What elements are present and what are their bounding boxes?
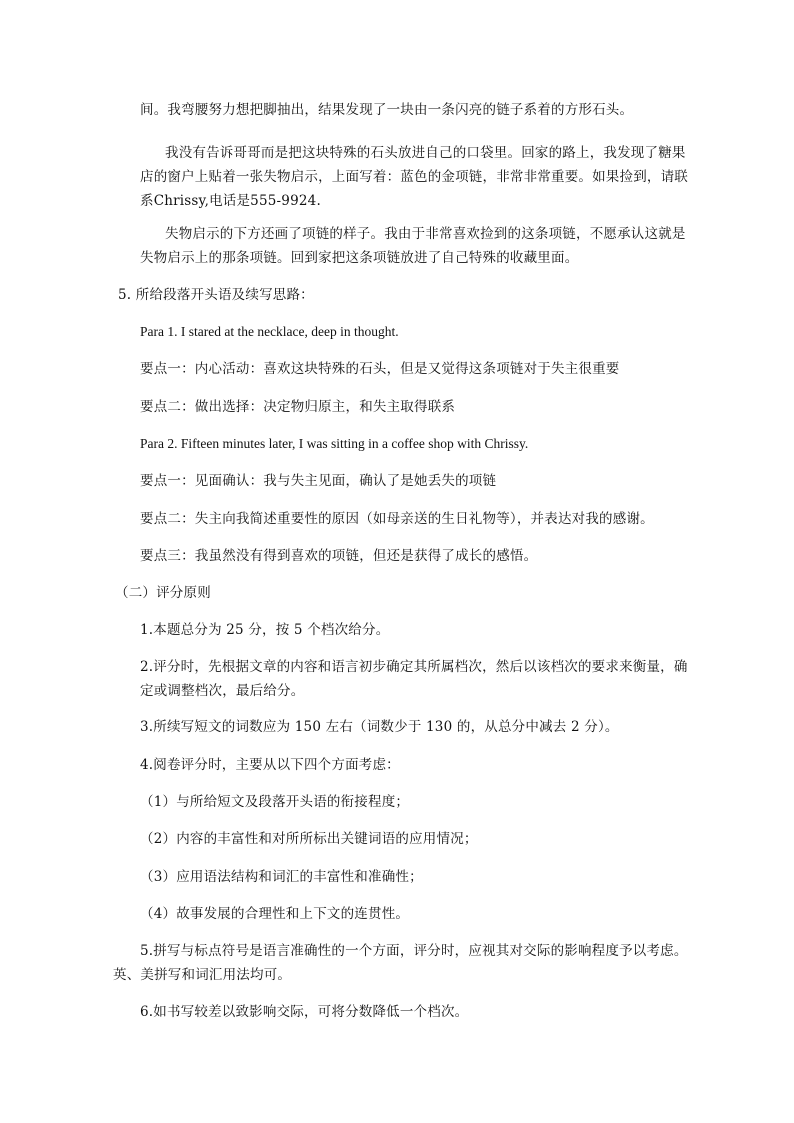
grading-item-4-sub-2: （2）内容的丰富性和对所所标出关键词语的应用情况；: [140, 831, 478, 847]
story-paragraph-2-line-1: 我没有告诉哥哥而是把这块特殊的石头放进自己的口袋里。回家的路上，我发现了糖果: [165, 145, 686, 161]
story-paragraph-2-line-3: 系Chrissy,电话是555-9924.: [140, 193, 321, 209]
para-2-opening: Para 2. Fifteen minutes later, I was sitting in a coffee shop with Chrissy.: [140, 436, 529, 451]
grading-item-5-line-2: 英、美拼写和词汇用法均可。: [113, 967, 292, 983]
grading-item-3: 3.所续写短文的词数应为 150 左右（词数少于 130 的，从总分中减去 2 分）。: [140, 719, 619, 735]
para-2-point-1: 要点一：见面确认：我与失主见面，确认了是她丢失的项链: [140, 473, 497, 489]
grading-item-4-sub-1: （1）与所给短文及段落开头语的衔接程度；: [140, 794, 410, 810]
grading-item-5-line-1: 5.拼写与标点符号是语言准确性的一个方面，评分时，应视其对交际的影响程度予以考虑。: [140, 943, 688, 959]
story-paragraph-2-line-2: 店的窗户上贴着一张失物启示，上面写着：蓝色的金项链，非常非常重要。如果捡到，请联: [140, 169, 688, 185]
grading-item-4-sub-4: （4）故事发展的合理性和上下文的连贯性。: [140, 906, 410, 922]
grading-item-4-sub-3: （3）应用语法结构和词汇的丰富性和准确性；: [140, 869, 423, 885]
story-paragraph-3-line-2: 失物启示上的那条项链。回到家把这条项链放进了自己特殊的收藏里面。: [140, 250, 579, 266]
grading-item-6: 6.如书写较差以致影响交际，可将分数降低一个档次。: [140, 1004, 469, 1020]
grading-item-1: 1.本题总分为 25 分，按 5 个档次给分。: [140, 622, 390, 638]
para-1-point-2: 要点二：做出选择：决定物归原主，和失主取得联系: [140, 399, 456, 415]
story-paragraph-1-line-1: 间。我弯腰努力想把脚抽出，结果发现了一块由一条闪亮的链子系着的方形石头。: [140, 102, 634, 118]
para-2-point-2: 要点二：失主向我简述重要性的原因（如母亲送的生日礼物等），并表达对我的感谢。: [140, 511, 654, 527]
para-1-opening: Para 1. I stared at the necklace, deep in thought.: [140, 324, 399, 339]
grading-item-2-line-2: 定或调整档次，最后给分。: [140, 683, 305, 699]
grading-heading: （二）评分原则: [115, 585, 211, 601]
section-5-heading: 5. 所给段落开头语及续写思路：: [118, 287, 314, 303]
story-paragraph-3-line-1: 失物启示的下方还画了项链的样子。我由于非常喜欢捡到的这条项链，不愿承认这就是: [165, 226, 686, 242]
grading-item-2-line-1: 2.评分时，先根据文章的内容和语言初步确定其所属档次，然后以该档次的要求来衡量，确: [140, 659, 688, 675]
para-2-point-3: 要点三：我虽然没有得到喜欢的项链，但还是获得了成长的感悟。: [140, 548, 538, 564]
para-1-point-1: 要点一：内心活动：喜欢这块特殊的石头，但是又觉得这条项链对于失主很重要: [140, 361, 620, 377]
grading-item-4: 4.阅卷评分时，主要从以下四个方面考虑：: [140, 757, 400, 773]
